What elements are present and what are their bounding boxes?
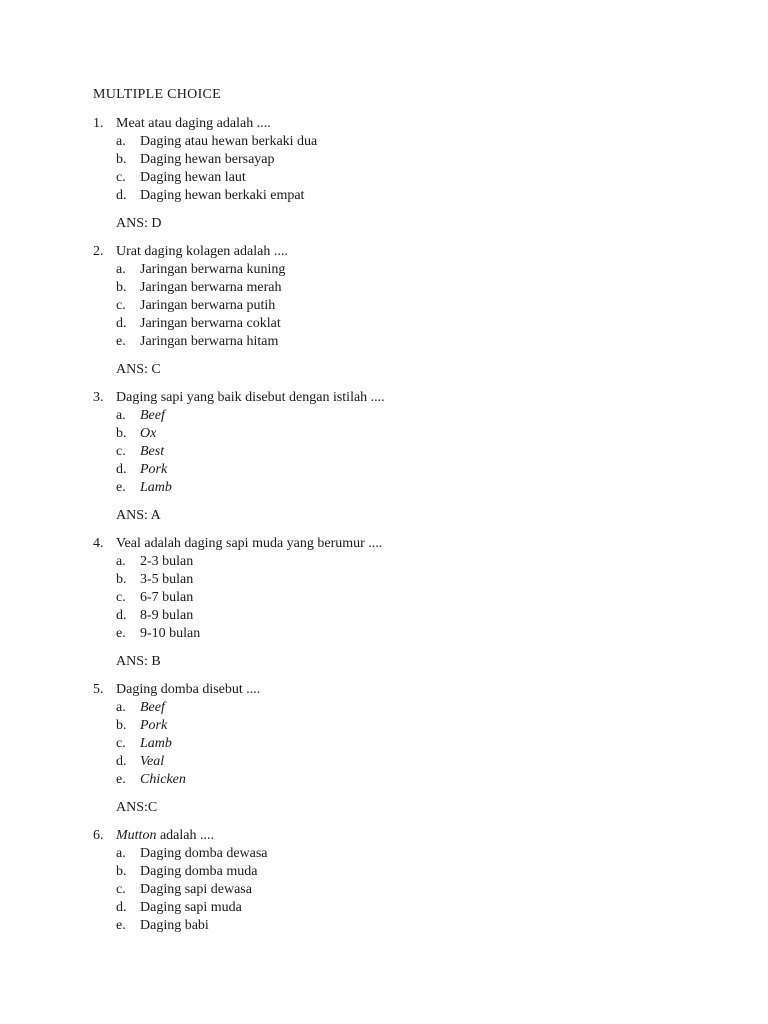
option-text: Daging sapi dewasa (140, 882, 252, 897)
option-text: 6-7 bulan (140, 590, 194, 605)
question-text: Veal adalah daging sapi muda yang berumur .... (116, 536, 383, 551)
option-c (93, 735, 713, 753)
option-letter: e. (116, 480, 126, 495)
options-list (93, 407, 713, 497)
option-letter: d. (116, 754, 127, 769)
option-c (93, 169, 713, 187)
question-text: Urat daging kolagen adalah .... (116, 244, 288, 259)
option-letter: c. (116, 298, 126, 313)
answer-key: ANS: C (116, 362, 161, 377)
option-text: 3-5 bulan (140, 572, 194, 587)
option-letter: e. (116, 918, 126, 933)
option-letter: c. (116, 444, 126, 459)
option-text: Pork (140, 718, 168, 733)
question-number: 2. (93, 244, 104, 259)
question-number: 3. (93, 390, 104, 405)
question-text: Daging domba disebut .... (116, 682, 261, 697)
option-text: Pork (140, 462, 168, 477)
option-c (93, 297, 713, 315)
option-text: Veal (140, 754, 165, 769)
question-term: Mutton (116, 828, 157, 843)
question-line (93, 827, 713, 845)
question-line (93, 535, 713, 553)
option-a (93, 407, 713, 425)
question-line (93, 389, 713, 407)
option-letter: a. (116, 554, 126, 569)
option-e (93, 333, 713, 351)
option-a (93, 261, 713, 279)
answer-key: ANS: D (116, 216, 162, 231)
option-letter: d. (116, 462, 127, 477)
option-letter: e. (116, 334, 126, 349)
option-text: Jaringan berwarna kuning (140, 262, 286, 277)
options-list (93, 699, 713, 789)
question-5 (93, 681, 713, 817)
option-text: Daging hewan bersayap (140, 152, 275, 167)
question-text: Daging sapi yang baik disebut dengan istilah .... (116, 390, 385, 405)
option-a (93, 699, 713, 717)
question-text: Meat atau daging adalah .... (116, 116, 271, 131)
option-text: Ox (140, 426, 157, 441)
question-number: 6. (93, 828, 104, 843)
option-letter: c. (116, 170, 126, 185)
option-text: Daging domba muda (140, 864, 258, 879)
option-c (93, 443, 713, 461)
question-line (93, 243, 713, 261)
option-text: Daging domba dewasa (140, 846, 268, 861)
option-letter: e. (116, 772, 126, 787)
option-text: Jaringan berwarna coklat (140, 316, 281, 331)
question-number: 4. (93, 536, 104, 551)
option-text: Daging sapi muda (140, 900, 242, 915)
answer-key: ANS: A (116, 508, 161, 523)
options-list (93, 845, 713, 935)
option-letter: a. (116, 262, 126, 277)
option-letter: c. (116, 590, 126, 605)
option-a (93, 845, 713, 863)
question-number: 1. (93, 116, 104, 131)
option-b (93, 571, 713, 589)
option-b (93, 425, 713, 443)
option-e (93, 479, 713, 497)
option-letter: b. (116, 572, 127, 587)
question-1 (93, 115, 713, 233)
option-letter: c. (116, 736, 126, 751)
option-letter: b. (116, 152, 127, 167)
answer-key: ANS:C (116, 800, 158, 815)
option-letter: b. (116, 280, 127, 295)
option-letter: d. (116, 316, 127, 331)
question-line (93, 681, 713, 699)
option-b (93, 279, 713, 297)
option-letter: a. (116, 408, 126, 423)
option-a (93, 133, 713, 151)
option-letter: d. (116, 608, 127, 623)
option-e (93, 771, 713, 789)
option-text: Beef (140, 408, 165, 423)
option-c (93, 881, 713, 899)
option-e (93, 917, 713, 935)
option-text: 8-9 bulan (140, 608, 194, 623)
option-letter: e. (116, 626, 126, 641)
option-text: Lamb (140, 736, 172, 751)
option-d (93, 461, 713, 479)
option-letter: b. (116, 718, 127, 733)
option-text: Daging hewan berkaki empat (140, 188, 305, 203)
question-4 (93, 535, 713, 671)
question-number: 5. (93, 682, 104, 697)
option-b (93, 151, 713, 169)
option-text: Daging babi (140, 918, 209, 933)
option-text: Lamb (140, 480, 172, 495)
option-letter: a. (116, 846, 126, 861)
option-b (93, 717, 713, 735)
option-text: Best (140, 444, 165, 459)
option-letter: a. (116, 700, 126, 715)
option-text: 2-3 bulan (140, 554, 194, 569)
option-text: Jaringan berwarna putih (140, 298, 276, 313)
options-list (93, 261, 713, 351)
question-text (116, 827, 214, 845)
option-text: Jaringan berwarna merah (140, 280, 282, 295)
document-page (93, 86, 713, 935)
options-list (93, 133, 713, 205)
question-6 (93, 827, 713, 935)
option-letter: d. (116, 188, 127, 203)
question-line (93, 115, 713, 133)
option-b (93, 863, 713, 881)
section-heading: MULTIPLE CHOICE (93, 87, 222, 102)
option-a (93, 553, 713, 571)
option-text: Daging atau hewan berkaki dua (140, 134, 318, 149)
option-letter: b. (116, 864, 127, 879)
option-d (93, 753, 713, 771)
option-e (93, 625, 713, 643)
option-d (93, 607, 713, 625)
option-text: 9-10 bulan (140, 626, 201, 641)
option-text: Daging hewan laut (140, 170, 246, 185)
option-d (93, 187, 713, 205)
option-letter: b. (116, 426, 127, 441)
options-list (93, 553, 713, 643)
option-d (93, 899, 713, 917)
answer-key: ANS: B (116, 654, 161, 669)
option-d (93, 315, 713, 333)
question-2 (93, 243, 713, 379)
option-text: Jaringan berwarna hitam (140, 334, 279, 349)
option-text: Beef (140, 700, 165, 715)
option-letter: a. (116, 134, 126, 149)
option-c (93, 589, 713, 607)
question-text-rest: adalah .... (156, 828, 214, 843)
option-letter: d. (116, 900, 127, 915)
option-text: Chicken (140, 772, 186, 787)
question-3 (93, 389, 713, 525)
option-letter: c. (116, 882, 126, 897)
